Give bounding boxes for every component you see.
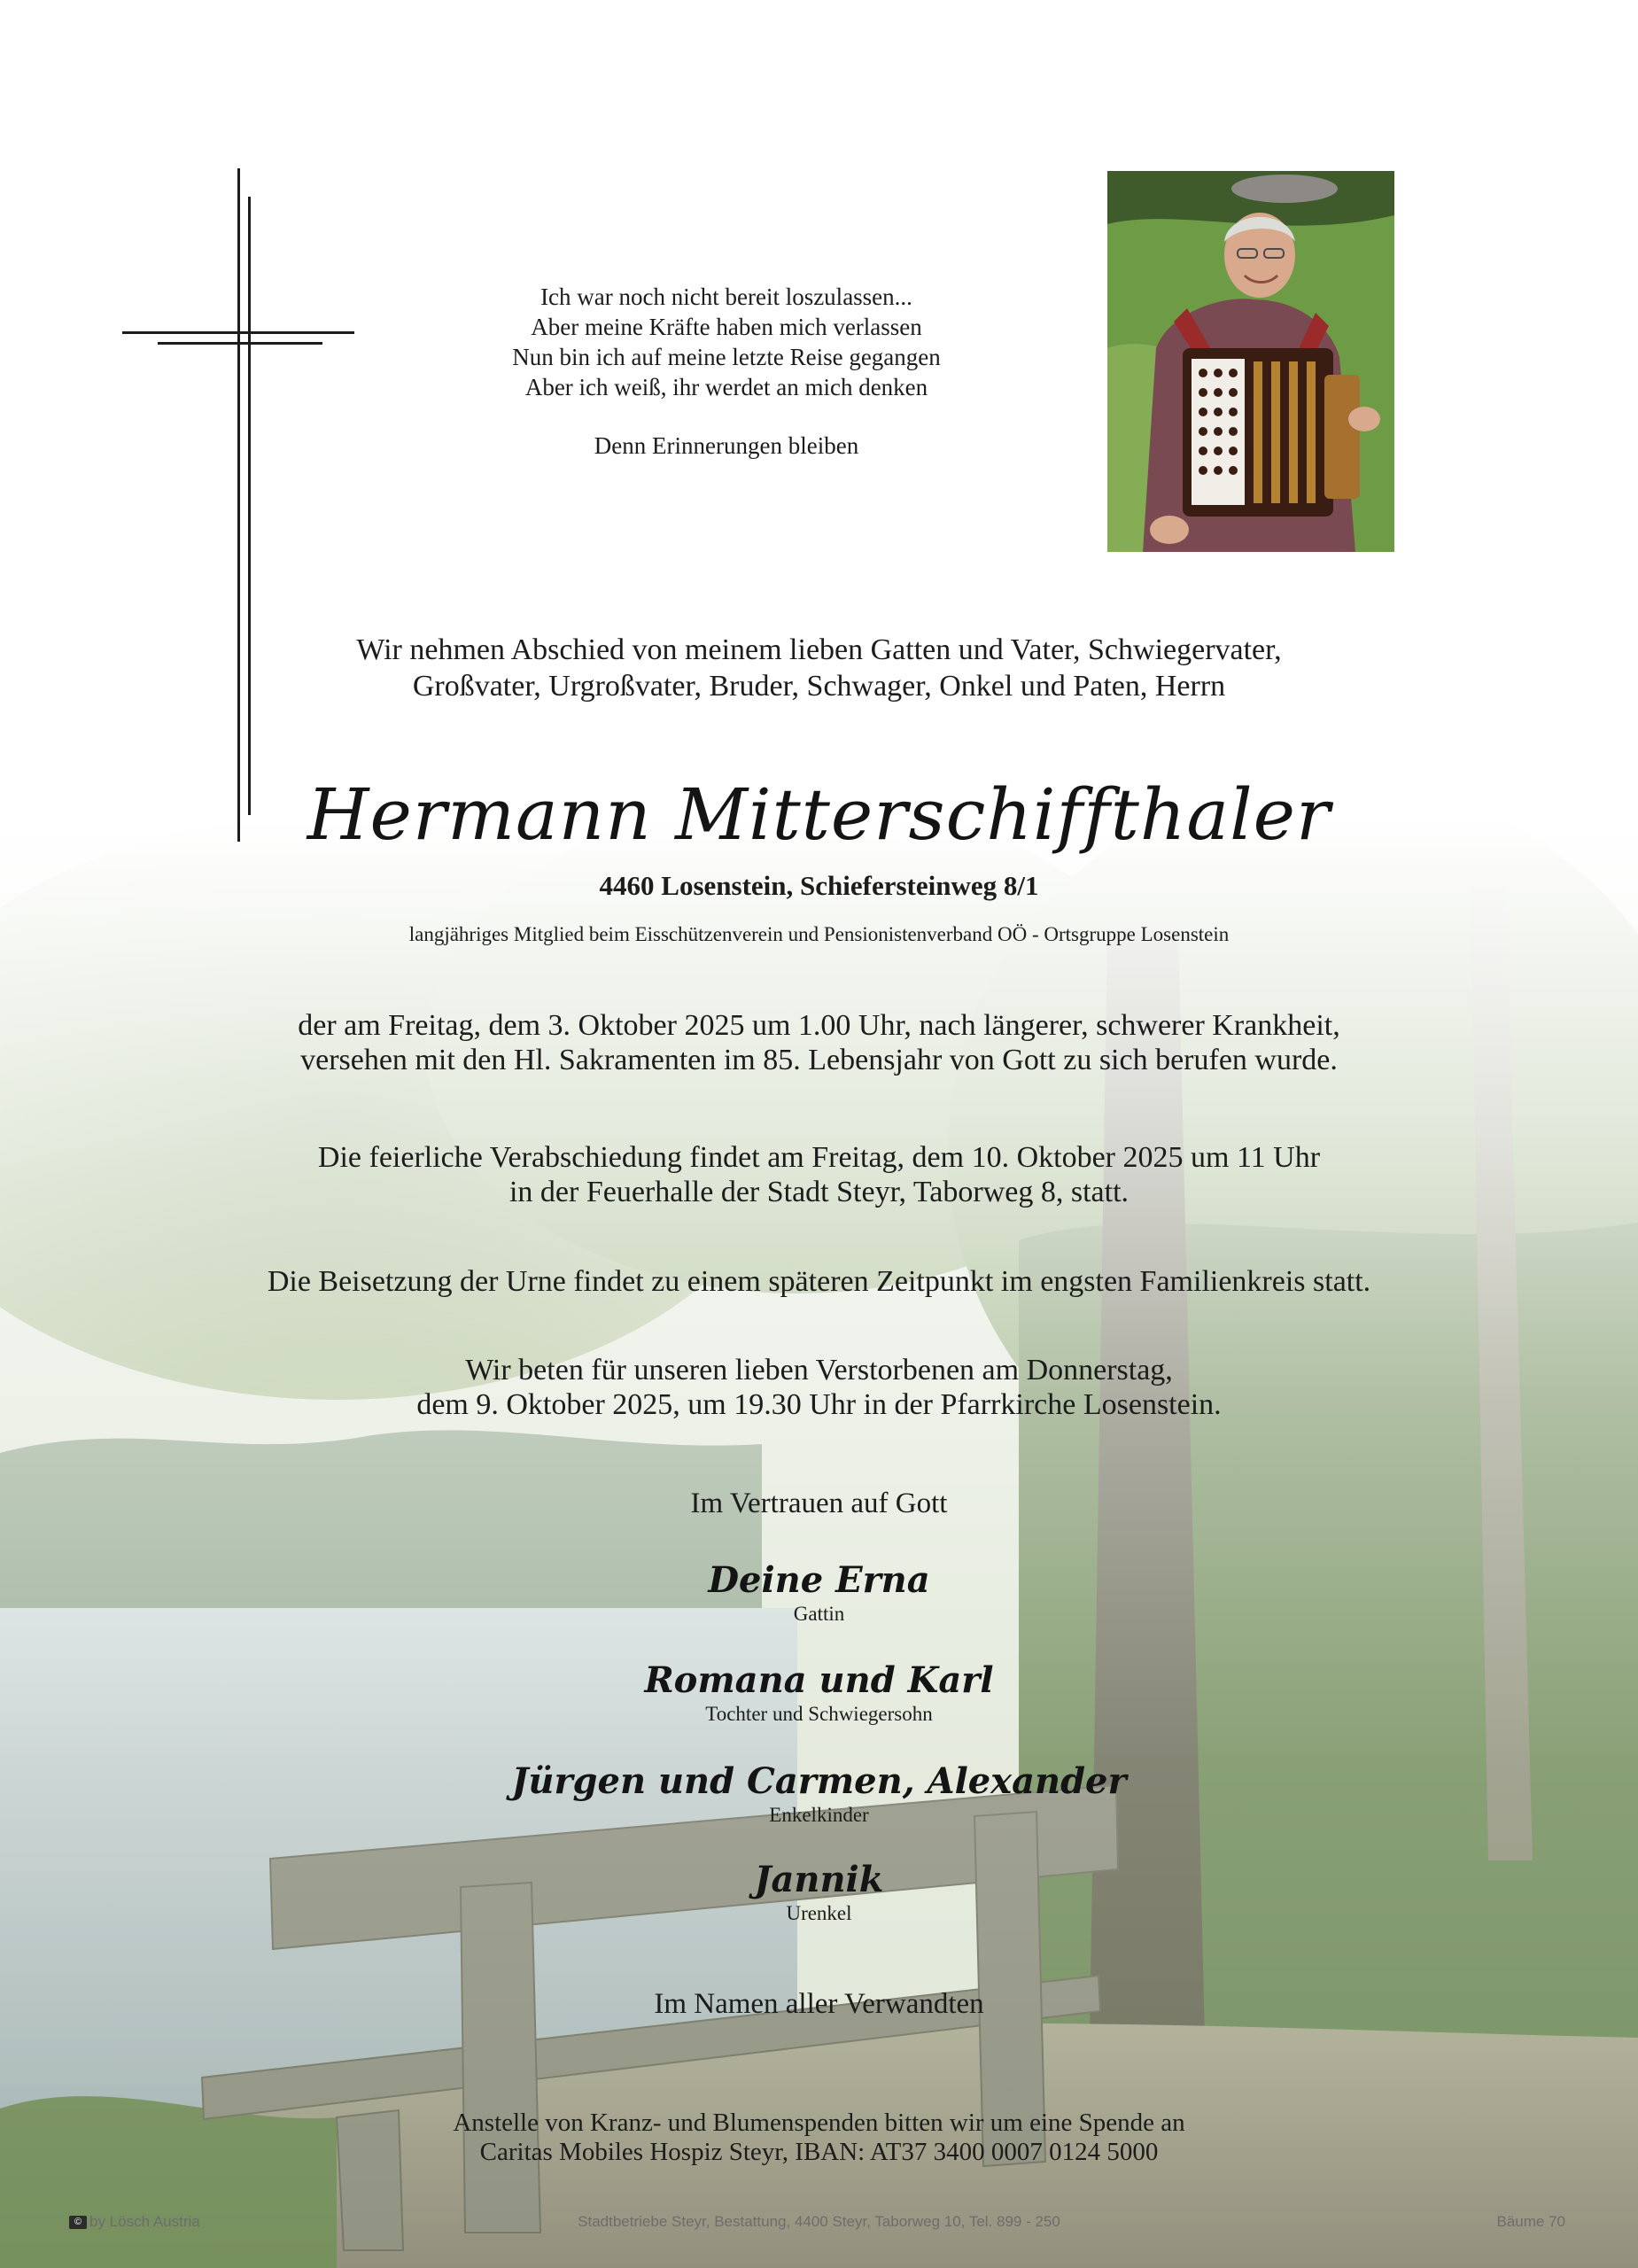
donation-line: Caritas Mobiles Hospiz Steyr, IBAN: AT37 3400 0007 0124 5000	[479, 2138, 1159, 2166]
farewell-line: Die feierliche Verabschiedung findet am Freitag, dem 10. Oktober 2025 um 11 Uhr	[317, 1141, 1321, 1174]
donation-line: Anstelle von Kranz- und Blumenspenden bitten wir um eine Spende an	[453, 2109, 1185, 2137]
mourner-relation: Gattin	[793, 1603, 845, 1625]
deceased-membership: langjähriges Mitglied beim Eisschützenverein und Pensionistenverband OÖ - Ortsgruppe Losenstein	[408, 923, 1230, 945]
mourner-name: Jürgen und Carmen, Alexander	[511, 1760, 1127, 1802]
all-relatives: Im Namen aller Verwandten	[654, 1988, 984, 2020]
farewell-line: in der Feuerhalle der Stadt Steyr, Taborweg 8, statt.	[508, 1176, 1130, 1208]
deceased-name: Hermann Mitterschiffthaler	[307, 773, 1331, 856]
mourner-name: Romana und Karl	[644, 1659, 994, 1701]
poem-line: Aber ich weiß, ihr werdet an mich denken	[524, 374, 928, 400]
intro-line: Großvater, Urgroßvater, Bruder, Schwager, Onkel und Paten, Herrn	[412, 670, 1226, 703]
urn-burial: Die Beisetzung der Urne findet zu einem späteren Zeitpunkt im engsten Familienkreis statt.	[267, 1265, 1371, 1298]
cross-vertical-outer	[237, 168, 240, 842]
prayer-line: dem 9. Oktober 2025, um 19.30 Uhr in der Pfarrkirche Losenstein.	[416, 1388, 1222, 1421]
mourner-name: Deine Erna	[708, 1559, 930, 1601]
mourner-relation: Tochter und Schwiegersohn	[705, 1703, 933, 1725]
death-notice-line: der am Freitag, dem 3. Oktober 2025 um 1.00 Uhr, nach längerer, schwerer Krankheit,	[298, 1009, 1340, 1042]
mourner-relation: Enkelkinder	[769, 1804, 869, 1826]
poem-closing: Denn Erinnerungen bleiben	[594, 432, 859, 459]
cross-horizontal-inner	[158, 342, 322, 345]
farewell-ceremony	[0, 1140, 1638, 1209]
prayer-service	[0, 1353, 1638, 1422]
footer-undertaker: Stadtbetriebe Steyr, Bestattung, 4400 Steyr, Taborweg 10, Tel. 899 - 250	[578, 2213, 1060, 2230]
mourner	[0, 1659, 1638, 1727]
footer-left-text: by Lösch Austria	[89, 2213, 200, 2230]
copyright-icon: ©	[69, 2216, 87, 2229]
death-notice	[0, 1008, 1638, 1077]
death-notice-line: versehen mit den Hl. Sakramenten im 85. Lebensjahr von Gott zu sich berufen wurde.	[300, 1044, 1338, 1076]
portrait-photo	[1107, 171, 1394, 552]
mourner-name: Jannik	[754, 1859, 884, 1900]
cross-horizontal-outer	[122, 331, 354, 334]
mourner	[0, 1859, 1638, 1926]
mourner	[0, 1760, 1638, 1828]
trust-in-god: Im Vertrauen auf Gott	[690, 1487, 948, 1519]
farewell-intro	[0, 632, 1638, 704]
poem-line: Aber meine Kräfte haben mich verlassen	[531, 314, 922, 340]
poem-line: Nun bin ich auf meine letzte Reise gegangen	[512, 344, 941, 370]
intro-line: Wir nehmen Abschied von meinem lieben Gatten und Vater, Schwiegervater,	[356, 633, 1282, 666]
footer-design-code: Bäume 70	[1496, 2213, 1565, 2230]
poem-line: Ich war noch nicht bereit loszulassen...	[540, 284, 912, 310]
deceased-address: 4460 Losenstein, Schiefersteinweg 8/1	[599, 870, 1039, 901]
cross-vertical-inner	[248, 197, 251, 815]
prayer-line: Wir beten für unseren lieben Verstorbenen am Donnerstag,	[465, 1354, 1173, 1386]
donation-request	[0, 2109, 1638, 2167]
poem	[443, 282, 1010, 461]
mourner-relation: Urenkel	[786, 1902, 852, 1924]
mourner	[0, 1559, 1638, 1627]
